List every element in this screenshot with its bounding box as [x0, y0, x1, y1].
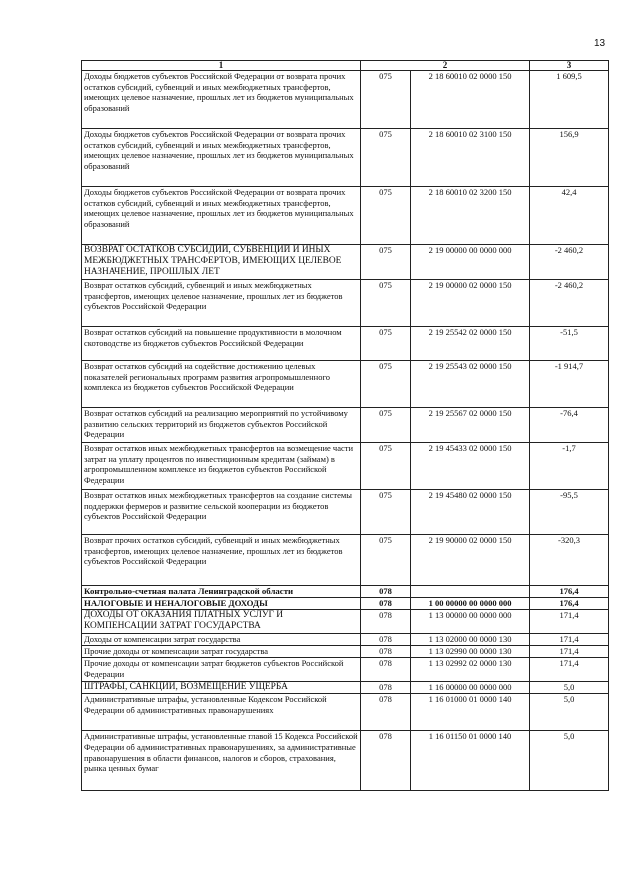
row-amount: -1 914,7 — [530, 361, 609, 408]
table-row — [82, 586, 609, 598]
table-row — [82, 634, 609, 646]
table-row — [82, 646, 609, 658]
row-admin-code: 078 — [361, 658, 411, 682]
table-row — [82, 327, 609, 361]
table-row — [82, 408, 609, 443]
row-kbk-code: 2 19 45480 02 0000 150 — [411, 490, 530, 535]
row-name: Административные штрафы, установленные главой 15 Кодекса Российской Федерации об административных правонарушениях, за административные правонарушения в области финансов, налогов и сборов, страхования, рынка ценных бумаг — [82, 731, 361, 791]
row-name: Возврат остатков субсидий, субвенций и иных межбюджетных трансфертов, имеющих целевое назначение, прошлых лет из бюджетов субъектов Российской Федерации — [82, 280, 361, 327]
row-amount: -51,5 — [530, 327, 609, 361]
row-amount: 171,4 — [530, 610, 609, 634]
row-kbk-code: 2 18 60010 02 0000 150 — [411, 71, 530, 129]
row-admin-code: 078 — [361, 610, 411, 634]
table-row — [82, 694, 609, 731]
row-name: Возврат остатков иных межбюджетных трансфертов на возмещение части затрат на уплату процентов по инвестиционным кредитам (займам) в агропромышленном комплексе из бюджетов субъектов Российской Федерации — [82, 443, 361, 490]
row-name: Возврат остатков субсидий на реализацию мероприятий по устойчивому развитию сельских территорий из бюджетов субъектов Российской Федерации — [82, 408, 361, 443]
row-admin-code: 078 — [361, 634, 411, 646]
row-amount: 176,4 — [530, 598, 609, 610]
row-admin-code: 075 — [361, 245, 411, 280]
row-kbk-code: 2 19 25543 02 0000 150 — [411, 361, 530, 408]
row-amount: 156,9 — [530, 129, 609, 187]
row-kbk-code — [411, 586, 530, 598]
row-kbk-code: 2 19 00000 02 0000 150 — [411, 280, 530, 327]
row-kbk-code: 1 16 00000 00 0000 000 — [411, 682, 530, 694]
table-row — [82, 598, 609, 610]
row-kbk-code: 1 13 02992 02 0000 130 — [411, 658, 530, 682]
table-row — [82, 129, 609, 187]
table-row — [82, 280, 609, 327]
row-name: ДОХОДЫ ОТ ОКАЗАНИЯ ПЛАТНЫХ УСЛУГ И КОМПЕНСАЦИИ ЗАТРАТ ГОСУДАРСТВА — [82, 610, 361, 634]
row-name: Возврат остатков субсидий на содействие достижению целевых показателей региональных программ развития агропромышленного комплекса из бюджетов субъектов Российской Федерации — [82, 361, 361, 408]
row-amount: 171,4 — [530, 658, 609, 682]
row-amount: 5,0 — [530, 682, 609, 694]
row-kbk-code: 2 19 90000 02 0000 150 — [411, 535, 530, 586]
row-admin-code: 075 — [361, 187, 411, 245]
row-amount: 171,4 — [530, 646, 609, 658]
row-name: Доходы бюджетов субъектов Российской Федерации от возврата прочих остатков субсидий, субвенций и иных межбюджетных трансфертов, имеющих целевое назначение, прошлых лет из бюджетов муниципальных образований — [82, 129, 361, 187]
row-admin-code: 075 — [361, 408, 411, 443]
row-name: Доходы от компенсации затрат государства — [82, 634, 361, 646]
row-admin-code: 075 — [361, 443, 411, 490]
row-admin-code: 078 — [361, 646, 411, 658]
row-name: Доходы бюджетов субъектов Российской Федерации от возврата прочих остатков субсидий, субвенций и иных межбюджетных трансфертов, имеющих целевое назначение, прошлых лет из бюджетов муниципальных образований — [82, 71, 361, 129]
table-row — [82, 731, 609, 791]
row-kbk-code: 1 16 01150 01 0000 140 — [411, 731, 530, 791]
table-row — [82, 187, 609, 245]
table-row — [82, 658, 609, 682]
row-amount: 5,0 — [530, 731, 609, 791]
row-amount: -2 460,2 — [530, 245, 609, 280]
row-name: Прочие доходы от компенсации затрат государства — [82, 646, 361, 658]
header-col-3: 3 — [530, 61, 609, 71]
row-admin-code: 078 — [361, 598, 411, 610]
row-admin-code: 075 — [361, 71, 411, 129]
row-name: Возврат прочих остатков субсидий, субвенций и иных межбюджетных трансфертов, имеющих целевое назначение, прошлых лет из бюджетов субъектов Российской Федерации — [82, 535, 361, 586]
page-number: 13 — [594, 38, 606, 49]
table-row — [82, 71, 609, 129]
header-col-1: 1 — [82, 61, 361, 71]
row-amount: 1 609,5 — [530, 71, 609, 129]
row-amount: -1,7 — [530, 443, 609, 490]
table-row — [82, 682, 609, 694]
row-name: ВОЗВРАТ ОСТАТКОВ СУБСИДИЙ, СУБВЕНЦИЙ И ИНЫХ МЕЖБЮДЖЕТНЫХ ТРАНСФЕРТОВ, ИМЕЮЩИХ ЦЕЛЕВОЕ НАЗНАЧЕНИЕ, ПРОШЛЫХ ЛЕТ — [82, 245, 361, 280]
row-admin-code: 075 — [361, 490, 411, 535]
row-name: Прочие доходы от компенсации затрат бюджетов субъектов Российской Федерации — [82, 658, 361, 682]
row-name: Доходы бюджетов субъектов Российской Федерации от возврата прочих остатков субсидий, субвенций и иных межбюджетных трансфертов, имеющих целевое назначение, прошлых лет из бюджетов муниципальных образований — [82, 187, 361, 245]
row-kbk-code: 2 19 45433 02 0000 150 — [411, 443, 530, 490]
row-amount: -76,4 — [530, 408, 609, 443]
table-row — [82, 361, 609, 408]
row-kbk-code: 1 13 00000 00 0000 000 — [411, 610, 530, 634]
row-amount: 176,4 — [530, 586, 609, 598]
row-name: Административные штрафы, установленные Кодексом Российской Федерации об административных правонарушениях — [82, 694, 361, 731]
table-header-row — [82, 61, 609, 71]
row-kbk-code: 1 13 02990 00 0000 130 — [411, 646, 530, 658]
row-amount: 5,0 — [530, 694, 609, 731]
table-row — [82, 443, 609, 490]
row-kbk-code: 2 19 25542 02 0000 150 — [411, 327, 530, 361]
table-row — [82, 245, 609, 280]
row-amount: 42,4 — [530, 187, 609, 245]
row-admin-code: 078 — [361, 586, 411, 598]
row-kbk-code: 1 00 00000 00 0000 000 — [411, 598, 530, 610]
row-admin-code: 078 — [361, 694, 411, 731]
row-name: Возврат остатков иных межбюджетных трансфертов на создание системы поддержки фермеров и развитие сельской кооперации из бюджетов субъектов Российской Федерации — [82, 490, 361, 535]
row-amount: -2 460,2 — [530, 280, 609, 327]
row-admin-code: 078 — [361, 682, 411, 694]
row-admin-code: 075 — [361, 280, 411, 327]
row-admin-code: 075 — [361, 535, 411, 586]
table-row — [82, 535, 609, 586]
row-name: ШТРАФЫ, САНКЦИИ, ВОЗМЕЩЕНИЕ УЩЕРБА — [82, 682, 361, 694]
row-amount: -95,5 — [530, 490, 609, 535]
row-kbk-code: 2 18 60010 02 3200 150 — [411, 187, 530, 245]
row-admin-code: 075 — [361, 361, 411, 408]
row-kbk-code: 1 16 01000 01 0000 140 — [411, 694, 530, 731]
table-row — [82, 610, 609, 634]
row-admin-code: 075 — [361, 327, 411, 361]
row-name: Возврат остатков субсидий на повышение продуктивности в молочном скотоводстве из бюджетов субъектов Российской Федерации — [82, 327, 361, 361]
row-kbk-code: 1 13 02000 00 0000 130 — [411, 634, 530, 646]
budget-income-table — [81, 60, 609, 791]
row-admin-code: 078 — [361, 731, 411, 791]
row-kbk-code: 2 19 00000 00 0000 000 — [411, 245, 530, 280]
row-amount: -320,3 — [530, 535, 609, 586]
table-row — [82, 490, 609, 535]
row-admin-code: 075 — [361, 129, 411, 187]
row-kbk-code: 2 18 60010 02 3100 150 — [411, 129, 530, 187]
row-amount: 171,4 — [530, 634, 609, 646]
header-col-2: 2 — [361, 61, 530, 71]
row-name: Контрольно-счетная палата Ленинградской области — [82, 586, 361, 598]
row-name: НАЛОГОВЫЕ И НЕНАЛОГОВЫЕ ДОХОДЫ — [82, 598, 361, 610]
row-kbk-code: 2 19 25567 02 0000 150 — [411, 408, 530, 443]
